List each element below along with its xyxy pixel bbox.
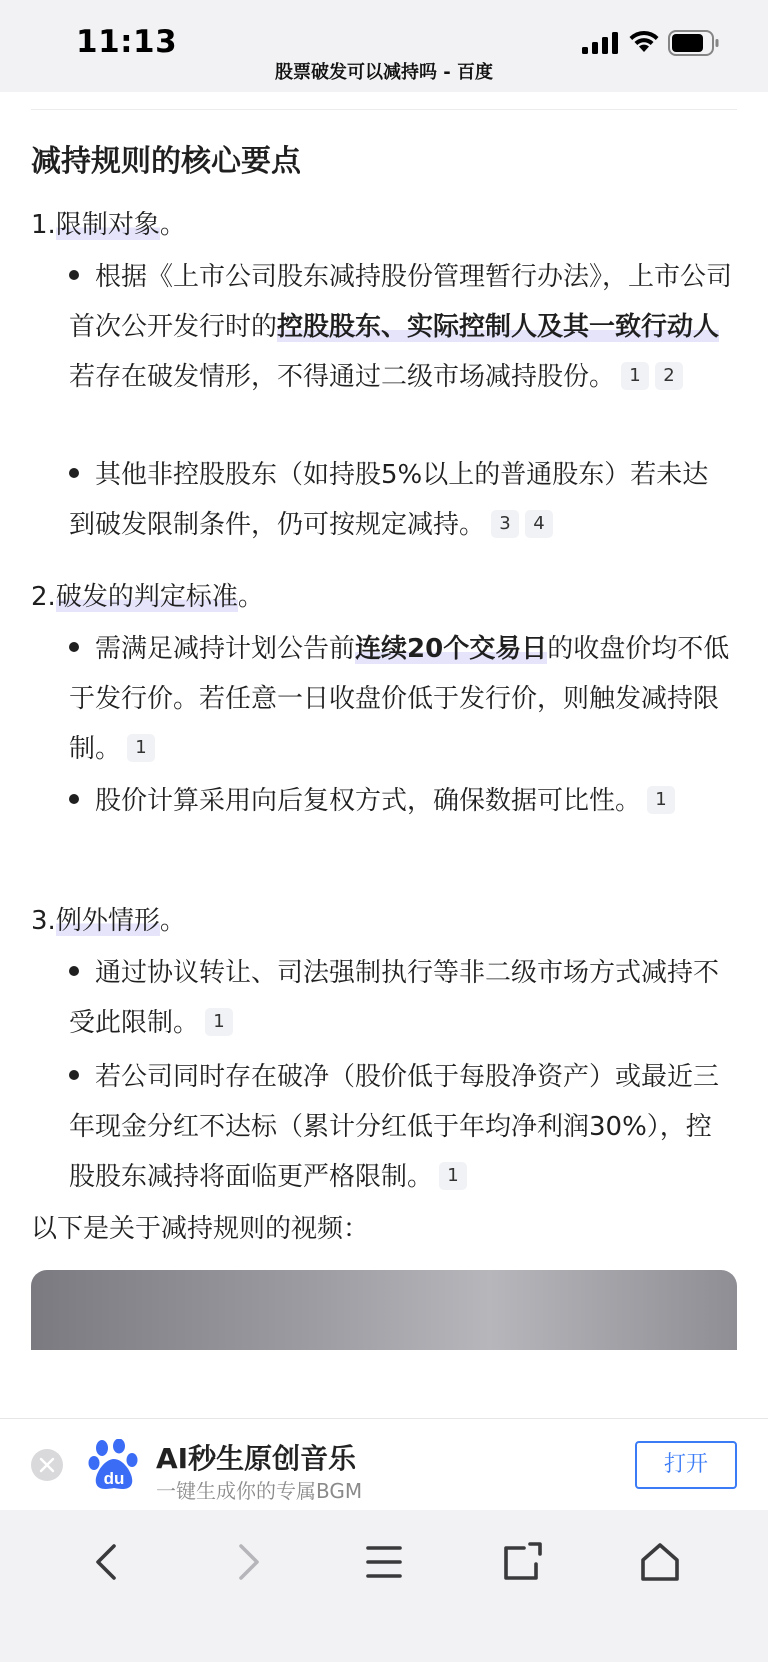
citation-ref[interactable]: 4 <box>525 510 553 538</box>
bullet-dot <box>69 966 79 976</box>
article-heading: 减持规则的核心要点 <box>31 144 301 179</box>
list-item: 需满足减持计划公告前连续20个交易日的收盘价均不低于发行价。若任意一日收盘价低于发行价，则触发减持限制。 1 <box>69 634 730 764</box>
close-banner-button[interactable] <box>31 1449 63 1481</box>
divider <box>31 109 737 110</box>
bullet-dot <box>69 794 79 804</box>
tabs-icon[interactable] <box>500 1540 544 1584</box>
section-title-2: 2.破发的判定标准。 <box>31 582 264 612</box>
banner-title: AI秒生原创音乐 <box>156 1442 357 1475</box>
citation-ref[interactable]: 2 <box>655 362 683 390</box>
bullet-dot <box>69 1070 79 1080</box>
citation-ref[interactable]: 1 <box>205 1008 233 1036</box>
bullet-dot <box>69 468 79 478</box>
browser-toolbar <box>0 1510 768 1662</box>
close-icon <box>39 1457 55 1473</box>
page-title: 股票破发可以减持吗 - 百度 <box>274 62 493 83</box>
list-item: 其他非控股股东（如持股5%以上的普通股东）若未达到破发限制条件，仍可按规定减持。 3 4 <box>69 460 709 540</box>
citation-ref[interactable]: 1 <box>439 1162 467 1190</box>
forward-icon[interactable] <box>225 1540 269 1584</box>
section-number: 3. <box>31 906 56 936</box>
wifi-icon <box>628 30 660 54</box>
video-thumbnail[interactable] <box>31 1270 737 1350</box>
banner-subtitle: 一键生成你的专属BGM <box>156 1479 363 1503</box>
citation-ref[interactable]: 3 <box>491 510 519 538</box>
bullet-dot <box>69 642 79 652</box>
list-item: 根据《上市公司股东减持股份管理暂行办法》，上市公司首次公开发行时的控股股东、实际控制人及其一致行动人若存在破发情形，不得通过二级市场减持股份。 1 2 <box>69 262 733 392</box>
emphasis: 连续20个交易日 <box>355 634 548 664</box>
app-banner[interactable] <box>0 1418 768 1510</box>
menu-icon[interactable] <box>362 1540 406 1584</box>
section-number: 1. <box>31 210 56 240</box>
svg-text:du: du <box>103 1469 125 1488</box>
open-app-button[interactable]: 打开 <box>635 1441 737 1489</box>
section-title-text: 例外情形 <box>55 906 160 936</box>
bullet-dot <box>69 270 79 280</box>
section-title-3: 3.例外情形。 <box>31 906 186 936</box>
back-icon[interactable] <box>86 1540 130 1584</box>
baidu-paw-logo-icon <box>88 1439 140 1493</box>
citation-ref[interactable]: 1 <box>647 786 675 814</box>
emphasis: 控股股东、实际控制人及其一致行动人 <box>277 312 720 342</box>
battery-icon <box>668 30 720 56</box>
list-item: 若公司同时存在破净（股价低于每股净资产）或最近三年现金分红不达标（累计分红低于年均净利润30%），控股股东减持将面临更严格限制。 1 <box>69 1062 720 1192</box>
status-bar <box>0 0 768 92</box>
video-intro-text: 以下是关于减持规则的视频： <box>31 1214 370 1244</box>
section-title-text: 破发的判定标准 <box>55 582 238 612</box>
citation-ref[interactable]: 1 <box>127 734 155 762</box>
section-title-text: 限制对象 <box>55 210 160 240</box>
article-content <box>0 92 768 1418</box>
cellular-signal-icon <box>582 32 618 54</box>
list-item: 股价计算采用向后复权方式，确保数据可比性。 1 <box>69 776 733 826</box>
clock: 11:13 <box>76 24 178 60</box>
list-item: 通过协议转让、司法强制执行等非二级市场方式减持不受此限制。 1 <box>69 958 720 1038</box>
section-number: 2. <box>31 582 56 612</box>
home-icon[interactable] <box>638 1540 682 1584</box>
citation-ref[interactable]: 1 <box>621 362 649 390</box>
section-title-1: 1.限制对象。 <box>31 210 186 240</box>
